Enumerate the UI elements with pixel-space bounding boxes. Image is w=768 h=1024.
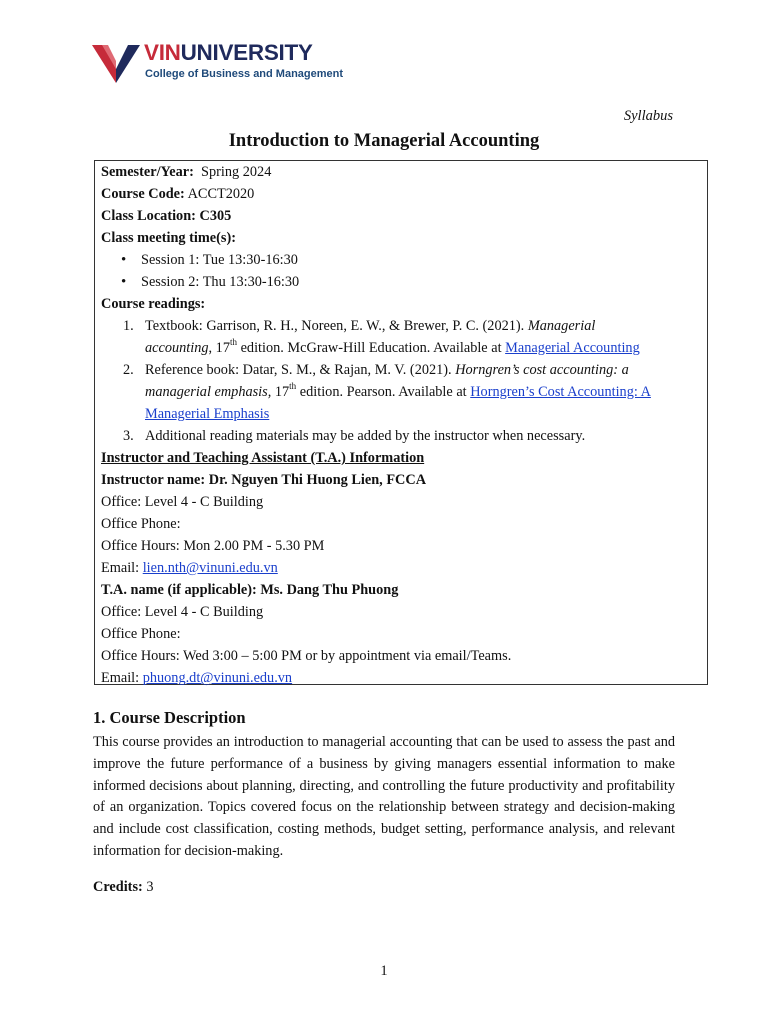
ta-hours: Office Hours: Wed 3:00 – 5:00 PM or by appointment via email/Teams.: [101, 648, 512, 664]
staff-heading: Instructor and Teaching Assistant (T.A.) Information: [101, 450, 425, 466]
reading-item-2-cont: managerial emphasis, 17th edition. Pearson. Available at Horngren’s Cost Accounting: A: [145, 381, 651, 400]
instructor-phone: Office Phone:: [101, 516, 181, 532]
readings-label: Course readings:: [101, 296, 206, 312]
doc-type: Syllabus: [623, 108, 673, 124]
reading-item-1: 1. Textbook: Garrison, R. H., Noreen, E. W., & Brewer, P. C. (2021). Managerial: [123, 318, 596, 334]
instructor-name: Instructor name: Dr. Nguyen Thi Huong Lien, FCCA: [101, 472, 427, 488]
horngren-link[interactable]: Horngren’s Cost Accounting: A: [470, 384, 651, 400]
ta-name: T.A. name (if applicable): Ms. Dang Thu Phuong: [101, 582, 399, 598]
reading-item-3: 3. Additional reading materials may be added by the instructor when necessary.: [123, 428, 586, 444]
instructor-hours: Office Hours: Mon 2.00 PM - 5.30 PM: [101, 538, 325, 554]
instructor-email-row: Email: lien.nth@vinuni.edu.vn: [101, 560, 278, 576]
page-number: 1: [380, 963, 388, 979]
session-item: • Session 2: Thu 13:30-16:30: [101, 271, 701, 293]
reading-item-1-cont: accounting, 17th edition. McGraw-Hill Education. Available at Managerial Accounting: [145, 337, 640, 356]
ta-phone: Office Phone:: [101, 626, 181, 642]
vinuni-logo-icon: [92, 43, 140, 83]
horngren-link-cont[interactable]: Managerial Emphasis: [145, 406, 270, 422]
class-location: Class Location: C305: [101, 208, 232, 224]
college-name: College of Business and Management: [145, 68, 344, 80]
managerial-accounting-link[interactable]: Managerial Accounting: [505, 340, 640, 356]
course-info-box: [94, 160, 708, 685]
credits-row: Credits: 3: [93, 879, 154, 895]
course-description-heading: 1. Course Description: [93, 708, 246, 727]
reading-item-2: 2. Reference book: Datar, S. M., & Rajan, M. V. (2021). Horngren’s cost accounting: a: [123, 362, 629, 378]
ta-office: Office: Level 4 - C Building: [101, 604, 264, 620]
instructor-email-link[interactable]: lien.nth@vinuni.edu.vn: [142, 560, 278, 576]
course-description-body: This course provides an introduction to managerial accounting that can be used to assess the past and improve the future performance of a business by giving managers essential information to make informed decisions about planning, directing, and controlling the future productivity and profitability of an organization. Topics covered focus on the relationship between strategy and decision-making and include cost classification, costing methods, budget setting, performance analysis, and relevant information for decision-making.: [93, 734, 675, 859]
session-item: • Session 1: Tue 13:30-16:30: [101, 249, 701, 271]
brand-name: VINUNIVERSITY: [144, 40, 313, 65]
course-code-row: Course Code: ACCT2020: [101, 186, 255, 202]
semester-row: Semester/Year: Spring 2024: [101, 164, 272, 180]
page-title: Introduction to Managerial Accounting: [228, 131, 540, 151]
instructor-office: Office: Level 4 - C Building: [101, 494, 264, 510]
ta-email-row: Email: phuong.dt@vinuni.edu.vn: [101, 670, 293, 686]
ta-email-link[interactable]: phuong.dt@vinuni.edu.vn: [142, 670, 293, 686]
meeting-times-label: Class meeting time(s):: [101, 230, 236, 246]
reading-item-2-cont2: [101, 403, 701, 425]
university-logo: [92, 40, 344, 86]
